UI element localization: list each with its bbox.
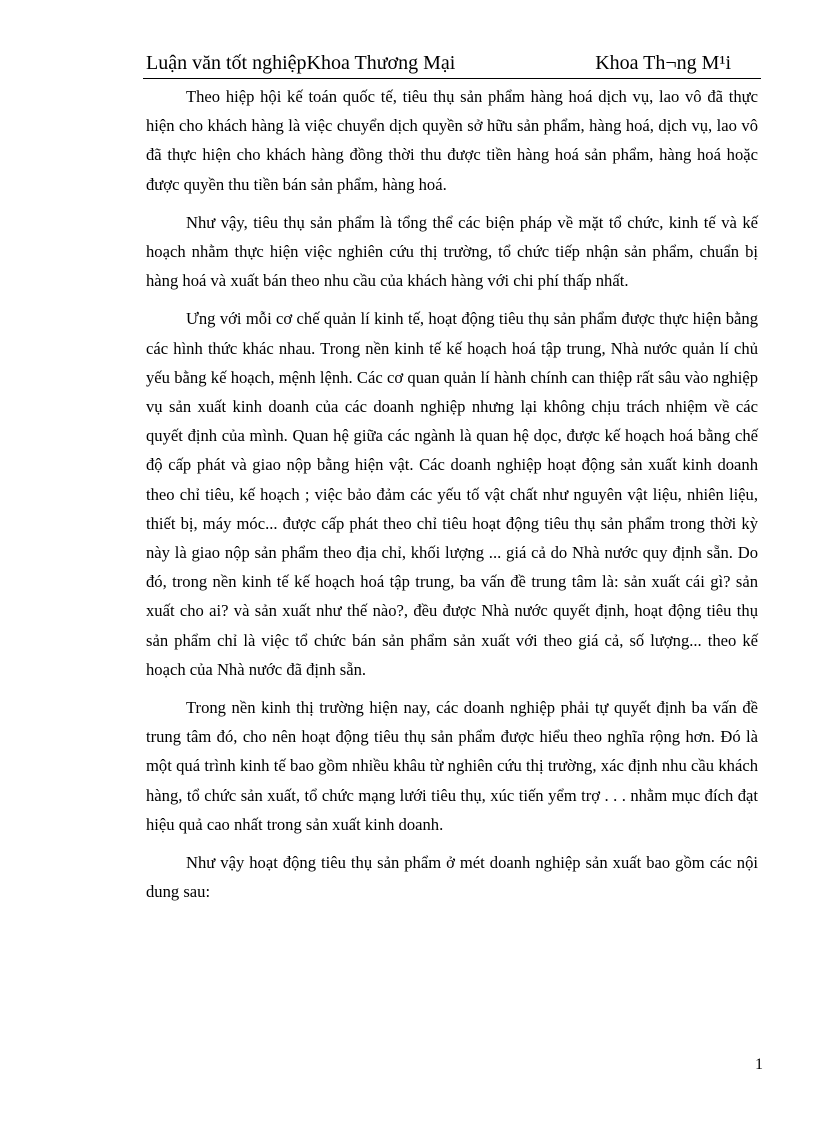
page-number: 1 xyxy=(755,1056,763,1073)
page-body xyxy=(146,82,758,915)
paragraph-4: Trong nền kinh thị trường hiện nay, các doanh nghiệp phải tự quyết định ba vấn đề trung tâm đó, cho nên hoạt động tiêu thụ sản phẩm được hiểu theo nghĩa rộng hơn. Đó là một quá trình kinh tế bao gồm nhiều khâu từ nghiên cứu thị trường, xác định nhu cầu khách hàng, tổ chức sản xuất, tổ chức mạng lưới tiêu thụ, xúc tiến yểm trợ . . . nhằm mục đích đạt hiệu quả cao nhất trong sản xuất kinh doanh. xyxy=(146,698,758,834)
paragraph-3: Ưng với mỗi cơ chế quản lí kinh tế, hoạt động tiêu thụ sản phẩm được thực hiện bằng các hình thức khác nhau. Trong nền kinh tế kế hoạch hoá tập trung, Nhà nước quản lí chủ yếu bằng kế hoạch, mệnh lệnh. Các cơ quan quản lí hành chính can thiệp rất sâu vào nghiệp vụ sản xuất kinh doanh của các doanh nghiệp nhưng lại không chịu trách nhiệm về các quyết định của mình. Quan hệ giữa các ngành là quan hệ dọc, được kế hoạch hoá bằng chế độ cấp phát và giao nộp bằng hiện vật. Các doanh nghiệp hoạt động sản xuất kinh doanh theo chỉ tiêu, kế hoạch ; việc bảo đảm các yếu tố vật chất như nguyên vật liệu, nhiên liệu, thiết bị, máy móc... được cấp phát theo chỉ tiêu hoạt động tiêu thụ sản phẩm trong thời kỳ này là giao nộp sản phẩm theo địa chỉ, khối lượng ... giá cả do Nhà nước quy định sẵn. Do đó, trong nền kinh tế kế hoạch hoá tập trung, ba vấn đề trung tâm là: sản xuất cái gì? sản xuất cho ai? và sản xuất như thế nào?, đều được Nhà nước quyết định, hoạt động tiêu thụ sản phẩm chỉ là việc tổ chức bán sản phẩm sản xuất với theo giá cả, số lượng... theo kế hoạch của Nhà nước đã định sẵn. xyxy=(146,309,758,679)
header-thesis-title: Luận văn tốt nghiệpKhoa Thương Mại xyxy=(146,52,456,74)
paragraph-2: Như vậy, tiêu thụ sản phẩm là tổng thể các biện pháp về mặt tổ chức, kinh tế và kế hoạch nhằm thực hiện việc nghiên cứu thị trường, tổ chức tiếp nhận sản phẩm, chuẩn bị hàng hoá và xuất bán theo nhu cầu của khách hàng với chi phí thấp nhất. xyxy=(146,212,758,291)
paragraph-5: Như vậy hoạt động tiêu thụ sản phẩm ở mét doanh nghiệp sản xuất bao gồm các nội dung sau: xyxy=(146,853,758,902)
page-header xyxy=(143,48,761,79)
header-faculty-name: Khoa Th¬ng M¹i xyxy=(595,52,731,74)
paragraph-1: Theo hiệp hội kế toán quốc tế, tiêu thụ sản phẩm hàng hoá dịch vụ, lao vô đã thực hiện cho khách hàng là việc chuyển dịch quyền sở hữu sản phẩm, hàng hoá, dịch vụ, lao vô đã thực hiện cho khách hàng đồng thời thu được tiền hàng hoá sản phẩm, hàng hoá hoặc được quyền thu tiền bán sản phẩm, hàng hoá. xyxy=(146,87,758,194)
